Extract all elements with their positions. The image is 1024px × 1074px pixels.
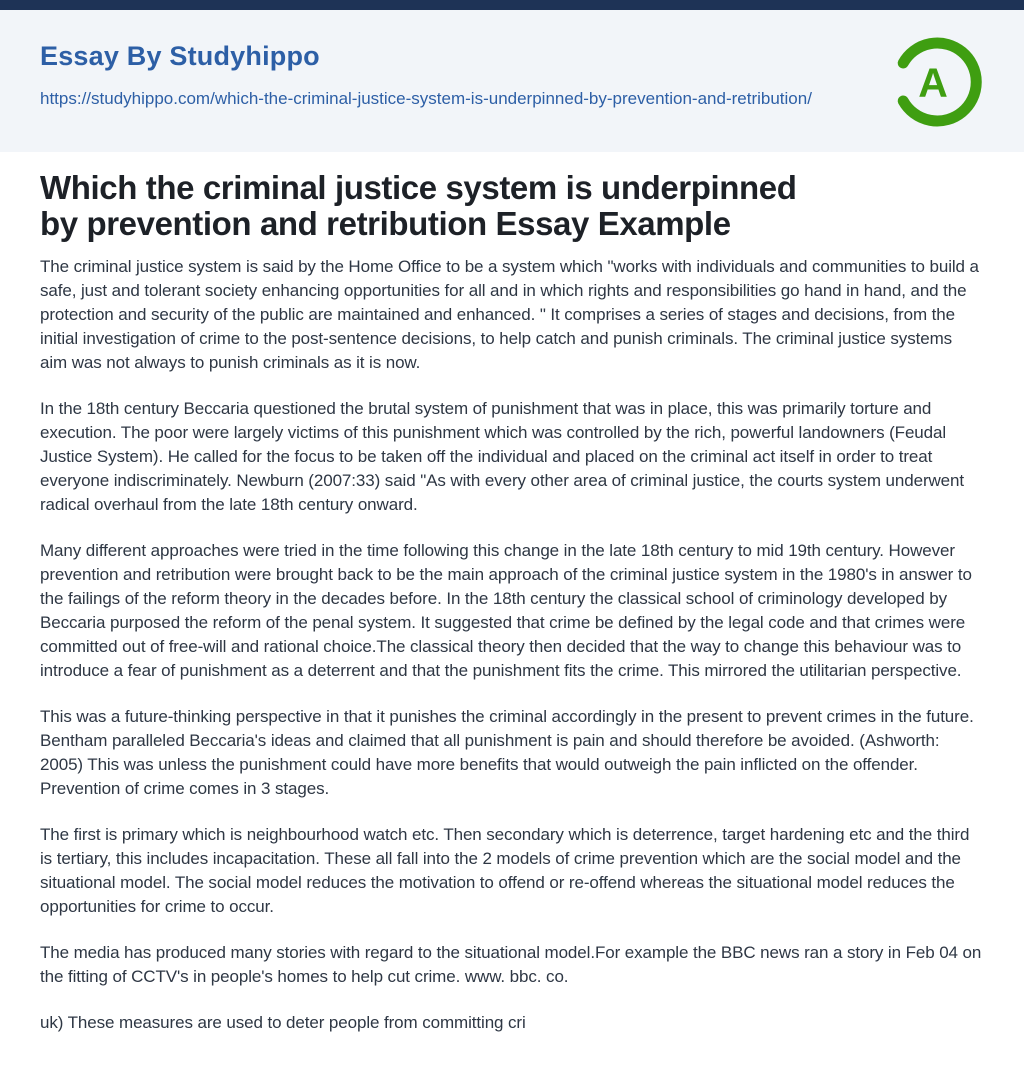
source-url-link[interactable]: https://studyhippo.com/which-the-criminal-justice-system-is-underpinned-by-prevention-and-retribution/	[40, 89, 812, 108]
studyhippo-logo-icon	[892, 36, 984, 128]
essay-content	[0, 170, 1024, 1035]
logo-letter: A	[918, 59, 948, 106]
essay-title-line1: Which the criminal justice system is underpinned	[40, 169, 797, 206]
page-header	[0, 10, 1024, 152]
essay-paragraph: The first is primary which is neighbourhood watch etc. Then secondary which is deterrence, target hardening etc and the third is tertiary, this includes incapacitation. These all fall into the 2 models of crime prevention which are the social model and the situational model. The social model reduces the motivation to offend or re-offend whereas the situational model reduces the opportunities for crime to occur.	[40, 825, 970, 916]
essay-paragraph: This was a future-thinking perspective in that it punishes the criminal accordingly in the present to prevent crimes in the future. Bentham paralleled Beccaria's ideas and claimed that all punishment is pain and should therefore be avoided. (Ashworth: 2005) This was unless the punishment could have more benefits that would outweigh the pain inflicted on the offender. Prevention of crime comes in 3 stages.	[40, 707, 974, 798]
top-accent-bar	[0, 0, 1024, 10]
essay-title-line2: by prevention and retribution Essay Example	[40, 205, 731, 242]
essay-title	[40, 170, 982, 242]
essay-paragraph: In the 18th century Beccaria questioned the brutal system of punishment that was in place, this was primarily torture and execution. The poor were largely victims of this punishment which was controlled by the rich, powerful landowners (Feudal Justice System). He called for the focus to be taken off the individual and placed on the criminal act itself in order to treat everyone indiscriminately. Newburn (2007:33) said "As with every other area of criminal justice, the courts system underwent radical overhaul from the late 18th century onward.	[40, 399, 965, 514]
essay-paragraph: Many different approaches were tried in the time following this change in the late 18th century to mid 19th century. However prevention and retribution were brought back to be the main approach of the criminal justice system in the 1980's in answer to the failings of the reform theory in the decades before. In the 18th century the classical school of criminology developed by Beccaria purposed the reform of the penal system. It suggested that crime be defined by the legal code and that crimes were committed out of free-will and rational choice.The classical theory then decided that the way to change this behaviour was to introduce a fear of punishment as a deterrent and that the punishment fits the crime. This mirrored the utilitarian perspective.	[40, 541, 972, 680]
site-label: Essay By Studyhippo	[40, 41, 320, 71]
essay-paragraph: uk) These measures are used to deter people from committing cri	[40, 1013, 526, 1032]
essay-paragraph: The criminal justice system is said by the Home Office to be a system which "works with individuals and communities to build a safe, just and tolerant society enhancing opportunities for all and in which rights and responsibilities go hand in hand, and the protection and security of the public are maintained and enhanced. " It comprises a series of stages and decisions, from the initial investigation of crime to the post-sentence decisions, to help catch and punish criminals. The criminal justice systems aim was not always to punish criminals as it is now.	[40, 257, 979, 372]
essay-paragraph: The media has produced many stories with regard to the situational model.For example the BBC news ran a story in Feb 04 on the fitting of CCTV's in people's homes to help cut crime. www. bbc. co.	[40, 943, 982, 986]
essay-body	[40, 255, 982, 1035]
